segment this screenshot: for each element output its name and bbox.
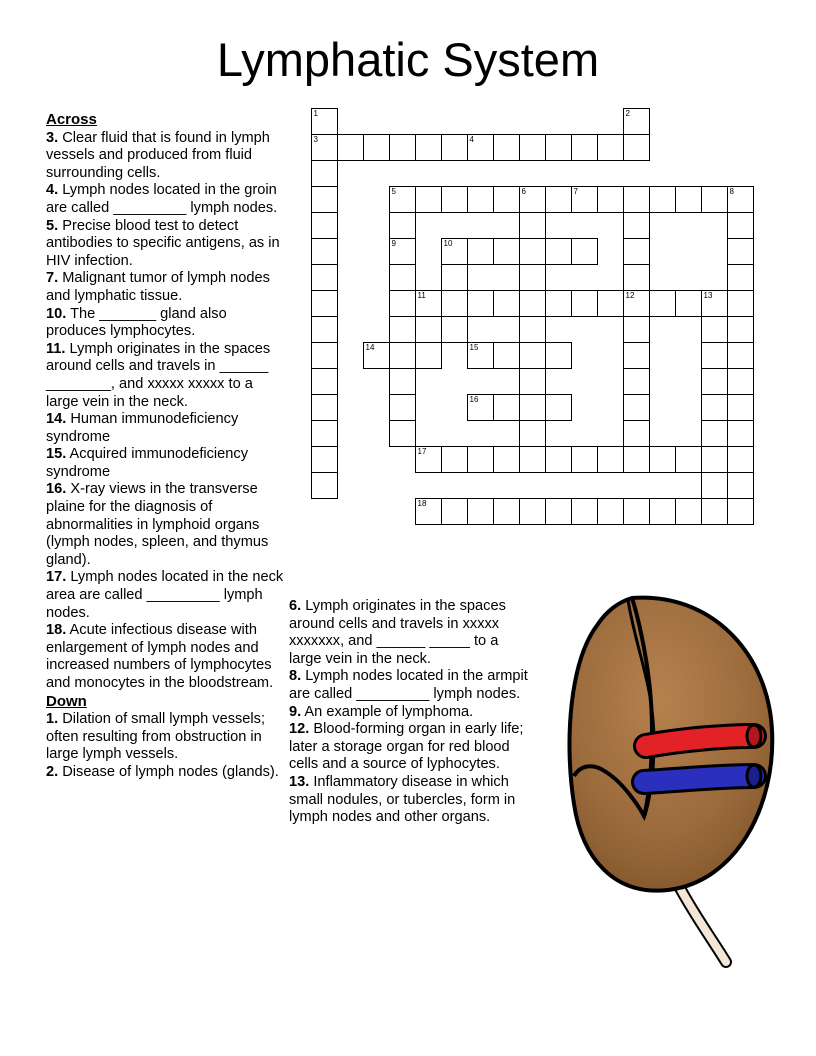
crossword-cell[interactable] (389, 394, 416, 421)
cell-number: 12 (625, 291, 635, 300)
crossword-cell[interactable] (311, 342, 338, 369)
crossword-cell[interactable] (519, 134, 546, 161)
cell-number: 6 (521, 187, 526, 196)
crossword-cell[interactable] (389, 212, 416, 239)
crossword-cell[interactable] (701, 446, 728, 473)
crossword-cell[interactable] (519, 368, 546, 395)
crossword-cell[interactable] (389, 134, 416, 161)
cell-number: 7 (573, 187, 578, 196)
crossword-cell[interactable] (571, 446, 598, 473)
crossword-cell[interactable] (519, 394, 546, 421)
crossword-cell[interactable] (389, 316, 416, 343)
crossword-cell[interactable] (441, 186, 468, 213)
crossword-cell[interactable] (415, 342, 442, 369)
crossword-cell[interactable] (623, 394, 650, 421)
crossword-cell[interactable] (675, 290, 702, 317)
crossword-cell[interactable] (701, 186, 728, 213)
crossword-cell[interactable] (545, 446, 572, 473)
clue-down-13 (289, 774, 529, 827)
crossword-cell[interactable] (311, 264, 338, 291)
vein-opening (747, 765, 761, 787)
crossword-cell[interactable] (467, 446, 494, 473)
clue-number: 18. (46, 622, 67, 639)
crossword-cell[interactable] (493, 290, 520, 317)
clue-text: Inflammatory disease in which small nodules, or tubercles, form in lymph nodes and other organs. (289, 773, 516, 826)
crossword-cell[interactable] (571, 290, 598, 317)
crossword-cell[interactable] (545, 134, 572, 161)
clue-across-16 (46, 481, 286, 569)
crossword-cell[interactable] (311, 238, 338, 265)
crossword-cell[interactable] (597, 186, 624, 213)
crossword-cell[interactable] (701, 472, 728, 499)
crossword-cell[interactable] (415, 446, 442, 473)
clue-down-6 (289, 598, 529, 668)
crossword-cell[interactable] (623, 446, 650, 473)
crossword-cell[interactable] (519, 420, 546, 447)
crossword-cell[interactable] (441, 316, 468, 343)
crossword-cell[interactable] (675, 446, 702, 473)
crossword-cell[interactable] (545, 186, 572, 213)
clue-across-3 (46, 130, 286, 183)
clue-text: Acute infectious disease with enlargement of lymph nodes and increased numbers of lymphocytes and monocytes in the bloodstream. (46, 622, 274, 691)
clue-text: Precise blood test to detect antibodies to specific antigens, as in HIV infection. (46, 217, 280, 269)
clue-text: Lymph nodes located in the groin are called _________ lymph nodes. (46, 182, 278, 216)
crossword-cell[interactable] (545, 290, 572, 317)
clue-number: 11. (46, 340, 66, 357)
crossword-cell[interactable] (623, 212, 650, 239)
crossword-cell[interactable] (493, 498, 520, 525)
crossword-cell[interactable] (571, 498, 598, 525)
cell-number: 2 (625, 109, 630, 118)
crossword-cell[interactable] (649, 446, 676, 473)
renal-vein (644, 776, 754, 782)
crossword-cell[interactable] (727, 342, 754, 369)
crossword-cell[interactable] (467, 186, 494, 213)
crossword-cell[interactable] (675, 186, 702, 213)
crossword-cell[interactable] (415, 134, 442, 161)
crossword-cell[interactable] (649, 186, 676, 213)
crossword-cell[interactable] (571, 134, 598, 161)
clue-text: Dilation of small lymph vessels; often resulting from obstruction in large lymph vessels. (46, 711, 265, 763)
clue-number: 8. (289, 668, 302, 685)
crossword-cell[interactable] (415, 186, 442, 213)
clue-text: Human immunodeficiency syndrome (46, 411, 239, 445)
cell-number: 16 (469, 395, 479, 404)
clue-across-14 (46, 411, 286, 446)
crossword-cell[interactable] (493, 446, 520, 473)
crossword-cell[interactable] (727, 316, 754, 343)
clue-text: An example of lymphoma. (304, 703, 474, 720)
cell-number: 3 (313, 135, 318, 144)
crossword-cell[interactable] (389, 186, 416, 213)
crossword-cell[interactable] (389, 420, 416, 447)
cell-number: 13 (703, 291, 713, 300)
clue-number: 3. (46, 129, 59, 146)
across-clue-column (46, 111, 286, 782)
crossword-cell[interactable] (623, 108, 650, 135)
crossword-cell[interactable] (727, 472, 754, 499)
clue-text: The _______ gland also produces lymphocytes. (46, 305, 227, 340)
clue-number: 12. (289, 721, 310, 738)
cell-number: 11 (417, 291, 426, 300)
crossword-cell[interactable] (311, 212, 338, 239)
crossword-cell[interactable] (311, 368, 338, 395)
renal-artery (646, 736, 754, 746)
clue-text: Clear fluid that is found in lymph vessels and produced from fluid surrounding cells. (46, 129, 270, 181)
crossword-cell[interactable] (623, 238, 650, 265)
crossword-cell[interactable] (597, 134, 624, 161)
cell-number: 4 (469, 135, 474, 144)
crossword-cell[interactable] (519, 186, 546, 213)
crossword-cell[interactable] (441, 238, 468, 265)
crossword-cell[interactable] (701, 498, 728, 525)
crossword-cell[interactable] (311, 108, 338, 135)
crossword-cell[interactable] (597, 498, 624, 525)
crossword-cell[interactable] (311, 316, 338, 343)
crossword-cell[interactable] (389, 342, 416, 369)
clue-text: Lymph originates in the spaces around cells and travels in xxxxx xxxxxxx, and ______ _____ to a large vein in the neck. (289, 598, 506, 667)
crossword-cell[interactable] (467, 238, 494, 265)
crossword-cell[interactable] (519, 290, 546, 317)
crossword-cell[interactable] (727, 290, 754, 317)
crossword-cell[interactable] (545, 342, 572, 369)
cell-number: 9 (391, 239, 396, 248)
clue-text: Lymph originates in the spaces around cells and travels in ______ ________, and xxxxx xxxxx to a large vein in the neck. (46, 340, 271, 410)
cell-number: 1 (313, 109, 318, 118)
crossword-cell[interactable] (311, 472, 338, 499)
clue-number: 6. (289, 598, 302, 614)
crossword-cell[interactable] (623, 316, 650, 343)
page-title: Lymphatic System (216, 33, 600, 86)
crossword-cell[interactable] (441, 498, 468, 525)
crossword-cell[interactable] (311, 186, 338, 213)
crossword-cell[interactable] (493, 186, 520, 213)
across-heading: Across (46, 111, 97, 128)
crossword-cell[interactable] (441, 134, 468, 161)
crossword-cell[interactable] (623, 420, 650, 447)
crossword-cell[interactable] (649, 498, 676, 525)
crossword-cell[interactable] (727, 446, 754, 473)
clue-text: Blood-forming organ in early life; later a storage organ for red blood cells and a source of lyphocytes. (289, 721, 524, 773)
kidney-illustration (540, 590, 790, 970)
crossword-cell[interactable] (441, 446, 468, 473)
crossword-cell[interactable] (623, 498, 650, 525)
cell-number: 14 (365, 343, 375, 352)
cell-number: 18 (417, 499, 427, 508)
crossword-cell[interactable] (441, 264, 468, 291)
cell-number: 10 (443, 239, 453, 248)
crossword-cell[interactable] (389, 290, 416, 317)
crossword-cell[interactable] (311, 420, 338, 447)
clue-number: 7. (46, 270, 59, 287)
crossword-cell[interactable] (701, 368, 728, 395)
crossword-cell[interactable] (701, 316, 728, 343)
crossword-cell[interactable] (571, 186, 598, 213)
crossword-cell[interactable] (571, 238, 598, 265)
artery-opening (747, 725, 761, 747)
crossword-cell[interactable] (415, 290, 442, 317)
crossword-cell[interactable] (701, 290, 728, 317)
clue-number: 4. (46, 182, 59, 199)
crossword-cell[interactable] (727, 212, 754, 239)
crossword-cell[interactable] (597, 446, 624, 473)
crossword-cell[interactable] (727, 238, 754, 265)
clue-across-18 (46, 622, 286, 692)
clue-number: 5. (46, 217, 59, 234)
clue-text: Disease of lymph nodes (glands). (62, 763, 279, 780)
clue-across-7 (46, 270, 286, 305)
crossword-cell[interactable] (415, 498, 442, 525)
down-heading: Down (46, 692, 87, 710)
crossword-cell[interactable] (519, 212, 546, 239)
clue-across-10 (46, 306, 286, 341)
crossword-cell[interactable] (701, 342, 728, 369)
crossword-cell[interactable] (311, 134, 338, 161)
crossword-cell[interactable] (623, 290, 650, 317)
crossword-cell[interactable] (467, 134, 494, 161)
crossword-cell[interactable] (545, 394, 572, 421)
crossword-cell[interactable] (519, 264, 546, 291)
cell-number: 8 (729, 187, 734, 196)
crossword-cell[interactable] (493, 394, 520, 421)
crossword-cell[interactable] (493, 134, 520, 161)
clue-number: 10. (46, 305, 67, 322)
clue-down-12 (289, 721, 529, 774)
crossword-cell[interactable] (493, 342, 520, 369)
crossword-cell[interactable] (623, 186, 650, 213)
crossword-cell[interactable] (623, 134, 650, 161)
crossword-cell[interactable] (727, 264, 754, 291)
crossword-cell[interactable] (389, 368, 416, 395)
clue-number: 14. (46, 411, 67, 428)
crossword-cell[interactable] (363, 342, 390, 369)
clue-text: Lymph nodes located in the neck area are called _________ lymph nodes. (46, 569, 284, 621)
clue-down-8 (289, 668, 529, 703)
crossword-cell[interactable] (311, 446, 338, 473)
crossword-cell[interactable] (493, 238, 520, 265)
cell-number: 15 (469, 343, 479, 352)
crossword-cell[interactable] (649, 290, 676, 317)
clue-number: 17. (46, 569, 67, 586)
crossword-cell[interactable] (623, 342, 650, 369)
clue-across-4 (46, 182, 286, 217)
crossword-cell[interactable] (545, 238, 572, 265)
clue-text: X-ray views in the transverse plaine for the diagnosis of abnormalities in lymphoid organs (lymph nodes, spleen, and thymus gland). (46, 481, 269, 568)
crossword-cell[interactable] (389, 238, 416, 265)
clue-text: Acquired immunodeficiency syndrome (46, 446, 248, 480)
clue-number: 9. (289, 703, 302, 720)
crossword-cell[interactable] (467, 394, 494, 421)
clue-across-5 (46, 218, 286, 271)
clue-down-9 (289, 704, 529, 722)
clue-across-17 (46, 569, 286, 622)
clue-across-11 (46, 341, 286, 411)
crossword-cell[interactable] (675, 498, 702, 525)
crossword-cell[interactable] (467, 498, 494, 525)
crossword-cell[interactable] (389, 264, 416, 291)
clue-text: Lymph nodes located in the armpit are called _________ lymph nodes. (289, 668, 528, 702)
crossword-cell[interactable] (311, 394, 338, 421)
crossword-cell[interactable] (727, 420, 754, 447)
crossword-cell[interactable] (467, 290, 494, 317)
clue-number: 13. (289, 773, 310, 790)
crossword-cell[interactable] (597, 290, 624, 317)
crossword-cell[interactable] (623, 368, 650, 395)
crossword-cell[interactable] (311, 160, 338, 187)
crossword-cell[interactable] (701, 420, 728, 447)
cell-number: 17 (417, 447, 427, 456)
crossword-cell[interactable] (727, 498, 754, 525)
crossword-cell[interactable] (519, 316, 546, 343)
crossword-cell[interactable] (441, 290, 468, 317)
crossword-cell[interactable] (727, 368, 754, 395)
crossword-cell[interactable] (467, 342, 494, 369)
crossword-cell[interactable] (545, 498, 572, 525)
clue-down-2 (46, 764, 286, 782)
clue-number: 2. (46, 763, 59, 780)
crossword-cell[interactable] (363, 134, 390, 161)
down-clue-column (289, 598, 529, 827)
crossword-cell[interactable] (727, 394, 754, 421)
clue-number: 15. (46, 446, 67, 463)
crossword-cell[interactable] (519, 498, 546, 525)
clue-text: Malignant tumor of lymph nodes and lymphatic tissue. (46, 270, 270, 304)
clue-number: 16. (46, 481, 67, 498)
clue-down-1 (46, 711, 286, 764)
crossword-cell[interactable] (519, 238, 546, 265)
crossword-cell[interactable] (701, 394, 728, 421)
crossword-cell[interactable] (623, 264, 650, 291)
crossword-cell[interactable] (519, 342, 546, 369)
crossword-cell[interactable] (311, 290, 338, 317)
crossword-cell[interactable] (519, 446, 546, 473)
cell-number: 5 (391, 187, 396, 196)
crossword-cell[interactable] (337, 134, 364, 161)
crossword-cell[interactable] (727, 186, 754, 213)
clue-across-15 (46, 446, 286, 481)
clue-number: 1. (46, 711, 59, 728)
